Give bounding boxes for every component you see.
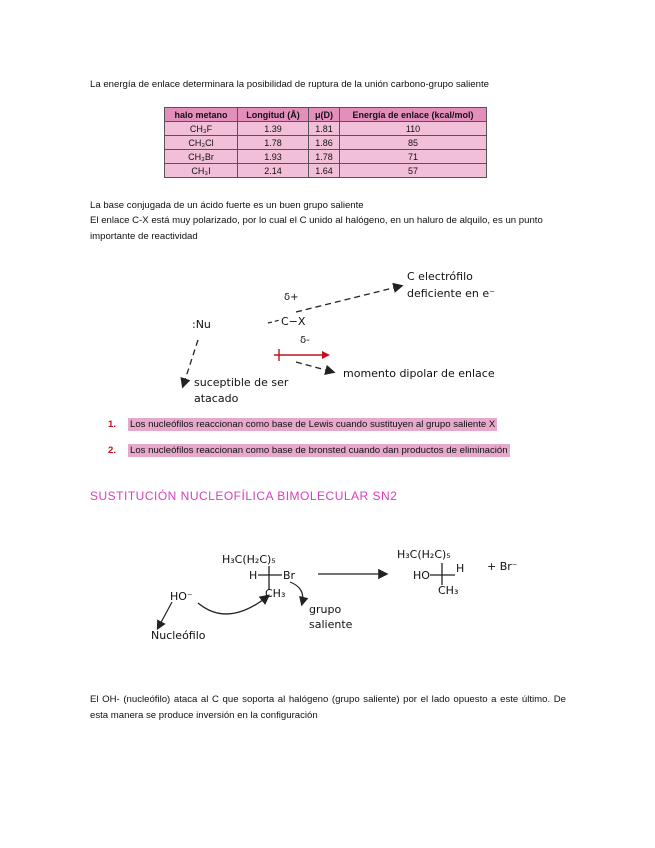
nucleophile-arrow (158, 602, 172, 628)
table-cell: 2.14 (238, 164, 309, 178)
reactant-h: H (249, 569, 258, 582)
table-cell: 110 (340, 122, 487, 136)
cx-bond-label: C−X (281, 315, 306, 328)
electrophile-label-1: C electrófilo (407, 270, 473, 283)
table-cell: CH₃F (165, 122, 238, 136)
dipole-label: momento dipolar de enlace (343, 367, 495, 380)
electrophile-label-2: deficiente en e⁻ (407, 287, 495, 300)
hydroxide-label: HO⁻ (170, 590, 193, 603)
leaving-group-2: saliente (309, 618, 353, 631)
delta-minus-label: δ- (300, 335, 310, 346)
table-cell: 57 (340, 164, 487, 178)
reactant-br: Br (283, 569, 296, 582)
header-energia: Energía de enlace (kcal/mol) (340, 108, 487, 122)
product-chain: H₃C(H₂C)₅ (397, 548, 451, 561)
table-cell: CH₃Br (165, 150, 238, 164)
table-cell: CH₃I (165, 164, 238, 178)
product-ch3: CH₃ (438, 584, 459, 597)
susceptible-label-1: suceptible de ser (194, 376, 289, 389)
delta-plus-label: δ+ (284, 292, 299, 303)
product-h: H (456, 562, 465, 575)
table-cell: CH₃Cl (165, 136, 238, 150)
nucleophile-caption: Nucleófilo (151, 629, 206, 642)
nucleophile-label: :Nu (192, 318, 211, 331)
list-text: Los nucleófilos reaccionan como base de Lewis cuando sustituyen al grupo saliente X (130, 419, 496, 430)
conclusion-text: El OH- (nucleófilo) ataca al C que soporta al halógeno (grupo saliente) por el lado opuesto a este último. De esta manera se produce inversión en la configuración (90, 694, 566, 721)
leaving-group-1: grupo (309, 603, 342, 616)
section-heading: SUSTITUCIÓN NUCLEOFÍLICA BIMOLECULAR SN2 (90, 489, 398, 503)
paragraph-cx-bond: El enlace C-X está muy polarizado, por lo cual el C unido al halógeno, en un haluro de alquilo, es un punto importante de reactividad (90, 215, 543, 242)
susceptible-label-2: atacado (194, 392, 239, 405)
list-number: 2. (108, 445, 117, 456)
table-cell: 1.86 (309, 136, 340, 150)
table-cell: 1.81 (309, 122, 340, 136)
paragraph-conjugate-base: La base conjugada de un ácido fuerte es un buen grupo saliente (90, 200, 364, 211)
header-halo-metano: halo metano (165, 108, 238, 122)
table-cell: 1.93 (238, 150, 309, 164)
list-text: Los nucleófilos reaccionan como base de bronsted cuando dan productos de eliminación (130, 445, 508, 456)
intro-text: La energía de enlace determinara la posibilidad de ruptura de la unión carbono-grupo saliente (90, 79, 489, 90)
product-ho: HO (413, 569, 430, 582)
header-dipole: μ(D) (309, 108, 340, 122)
leaving-arrow (290, 582, 303, 604)
header-longitud: Longitud (Å) (238, 108, 309, 122)
table-cell: 1.78 (309, 150, 340, 164)
reactant-chain: H₃C(H₂C)₅ (222, 553, 276, 566)
table-cell: 85 (340, 136, 487, 150)
table-cell: 1.64 (309, 164, 340, 178)
table-cell: 1.78 (238, 136, 309, 150)
attack-arrow (198, 596, 268, 614)
table-cell: 1.39 (238, 122, 309, 136)
table-cell: 71 (340, 150, 487, 164)
bromide-product: + Br⁻ (487, 560, 518, 573)
reactant-ch3: CH₃ (265, 587, 286, 600)
list-number: 1. (108, 419, 117, 430)
